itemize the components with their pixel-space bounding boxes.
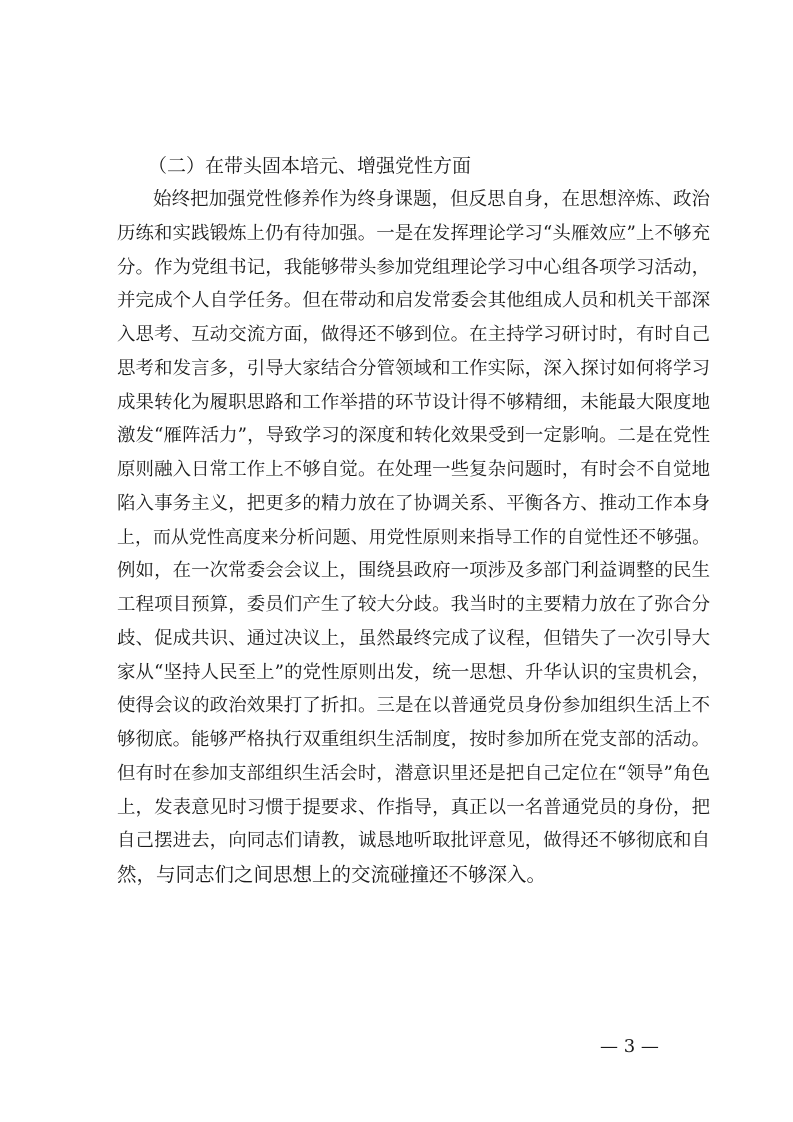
paragraph-line: 自己摆进去，向同志们请教，诚恳地听取批评意见，做得还不够彻底和自 (117, 830, 710, 852)
body-paragraph (117, 183, 710, 892)
paragraph-line: 入思考、互动交流方面，做得还不够到位。在主持学习研讨时，有时自己 (117, 324, 710, 345)
paragraph-line: 上，发表意见时习惯于提要求、作指导，真正以一名普通党员的身份，把 (117, 796, 710, 818)
paragraph-line: 工程项目预算，委员们产生了较大分歧。我当时的主要精力放在了弥合分 (117, 594, 710, 615)
paragraph-line: 例如，在一次常委会会议上，围绕县政府一项涉及多部门利益调整的民生 (117, 560, 710, 582)
page-number: — 3 — (600, 1036, 659, 1057)
paragraph-line: 够彻底。能够严格执行双重组织生活制度，按时参加所在党支部的活动。 (117, 729, 710, 750)
paragraph-line: 家从“坚持人民至上”的党性原则出发，统一思想、升华认识的宝贵机会， (117, 661, 710, 683)
paragraph-line: 但有时在参加支部组织生活会时，潜意识里还是把自己定位在“领导”角色 (117, 762, 710, 784)
paragraph-line: 上，而从党性高度来分析问题、用党性原则来指导工作的自觉性还不够强。 (117, 526, 710, 548)
section-heading: （二）在带头固本培元、增强党性方面 (148, 155, 472, 177)
paragraph-line: 思考和发言多，引导大家结合分管领域和工作实际，深入探讨如何将学习 (117, 357, 710, 379)
paragraph-line: 歧、促成共识、通过决议上，虽然最终完成了议程，但错失了一次引导大 (117, 627, 710, 649)
paragraph-line: 并完成个人自学任务。但在带动和启发常委会其他组成人员和机关干部深 (117, 290, 710, 312)
paragraph-line: 使得会议的政治效果打了折扣。三是在以普通党员身份参加组织生活上不 (117, 695, 710, 717)
paragraph-line: 原则融入日常工作上不够自觉。在处理一些复杂问题时，有时会不自觉地 (117, 459, 710, 480)
paragraph-line: 始终把加强党性修养作为终身课题，但反思自身，在思想淬炼、政治 (153, 189, 710, 210)
paragraph-line: 激发“雁阵活力”，导致学习的深度和转化效果受到一定影响。二是在党性 (117, 425, 710, 447)
paragraph-line: 陷入事务主义，把更多的精力放在了协调关系、平衡各方、推动工作本身 (117, 492, 710, 514)
paragraph-line: 分。作为党组书记，我能够带头参加党组理论学习中心组各项学习活动， (117, 256, 710, 278)
paragraph-line: 历练和实践锻炼上仍有待加强。一是在发挥理论学习“头雁效应”上不够充 (117, 222, 710, 244)
paragraph-line: 成果转化为履职思路和工作举措的环节设计得不够精细，未能最大限度地 (117, 391, 710, 413)
paragraph-line: 然，与同志们之间思想上的交流碰撞还不够深入。 (117, 863, 547, 886)
